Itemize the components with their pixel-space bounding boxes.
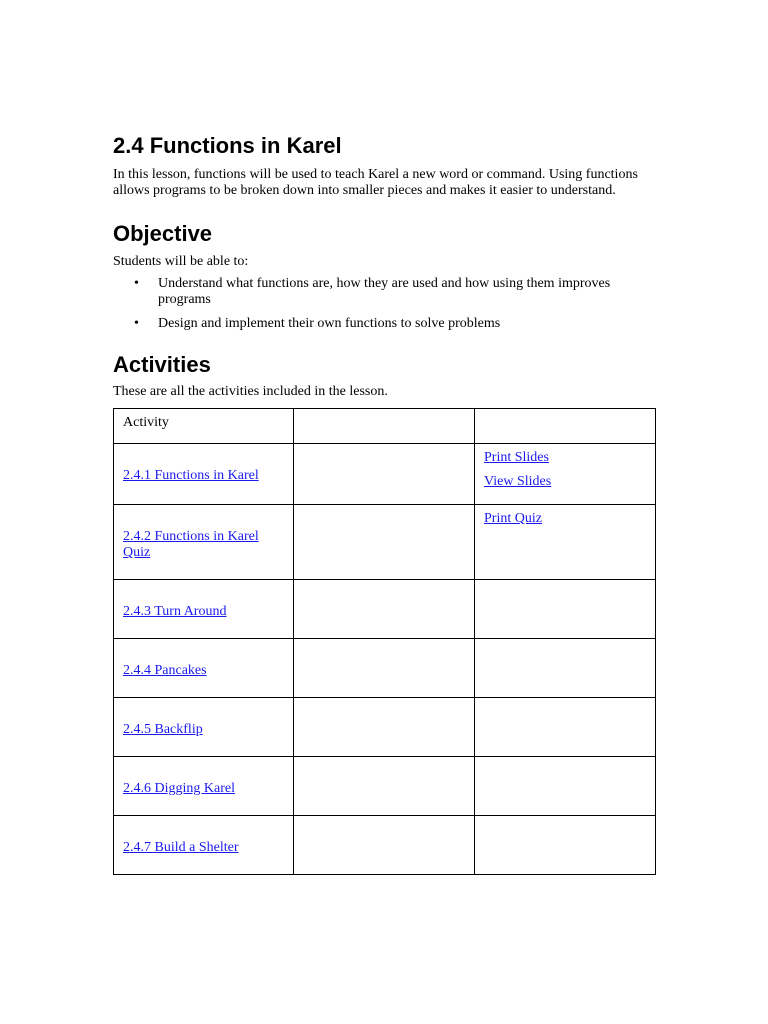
table-row [114, 639, 656, 698]
objective-lead: Students will be able to: [113, 254, 249, 269]
table-row [114, 757, 656, 816]
bullet-icon: • [134, 316, 139, 331]
empty-cell [294, 639, 475, 698]
table-header-row [114, 409, 656, 444]
activity-link-2-4-1[interactable]: 2.4.1 Functions in Karel [123, 468, 259, 483]
bullet-icon: • [134, 276, 139, 291]
resources-cell [475, 505, 656, 580]
activity-link-2-4-7[interactable]: 2.4.7 Build a Shelter [123, 840, 239, 855]
header-cell-2 [294, 409, 475, 444]
objective-item [113, 316, 655, 332]
empty-cell [294, 505, 475, 580]
print-slides-link[interactable]: Print Slides [484, 450, 549, 465]
activity-cell [114, 639, 294, 698]
activities-lead: These are all the activities included in the lesson. [113, 384, 388, 399]
view-slides-link[interactable]: View Slides [484, 474, 552, 489]
empty-cell [475, 580, 656, 639]
table-row [114, 580, 656, 639]
activity-link-2-4-6[interactable]: 2.4.6 Digging Karel [123, 781, 235, 796]
activity-link-2-4-4[interactable]: 2.4.4 Pancakes [123, 663, 207, 678]
activity-cell [114, 580, 294, 639]
empty-cell [475, 757, 656, 816]
activity-cell [114, 757, 294, 816]
table-row [114, 816, 656, 875]
objective-list [113, 276, 655, 332]
header-cell-activity: Activity [114, 409, 294, 444]
resources-cell [475, 444, 656, 505]
objective-item [113, 276, 655, 308]
empty-cell [294, 757, 475, 816]
objective-item-text: Understand what functions are, how they are used and how using them improves programs [158, 276, 611, 307]
empty-cell [475, 816, 656, 875]
activity-link-2-4-2[interactable]: 2.4.2 Functions in Karel Quiz [123, 529, 259, 560]
activity-cell [114, 816, 294, 875]
empty-cell [294, 698, 475, 757]
activities-table [113, 408, 656, 875]
activity-cell [114, 505, 294, 580]
print-quiz-link[interactable]: Print Quiz [484, 511, 542, 526]
empty-cell [294, 580, 475, 639]
empty-cell [475, 639, 656, 698]
objective-item-text: Design and implement their own functions to solve problems [158, 316, 501, 331]
empty-cell [294, 816, 475, 875]
table-row [114, 698, 656, 757]
table-row [114, 444, 656, 505]
activity-cell [114, 444, 294, 505]
empty-cell [475, 698, 656, 757]
empty-cell [294, 444, 475, 505]
activity-link-2-4-5[interactable]: 2.4.5 Backflip [123, 722, 203, 737]
activity-link-2-4-3[interactable]: 2.4.3 Turn Around [123, 604, 227, 619]
document-content [113, 133, 655, 875]
objective-heading: Objective [113, 221, 213, 246]
activities-heading: Activities [113, 352, 211, 377]
table-row [114, 505, 656, 580]
intro-paragraph: In this lesson, functions will be used to teach Karel a new word or command. Using functions allows programs to be broken down into smaller pieces and makes it easier to understand. [113, 167, 638, 198]
header-cell-3 [475, 409, 656, 444]
page-title: 2.4 Functions in Karel [113, 133, 342, 158]
activity-cell [114, 698, 294, 757]
